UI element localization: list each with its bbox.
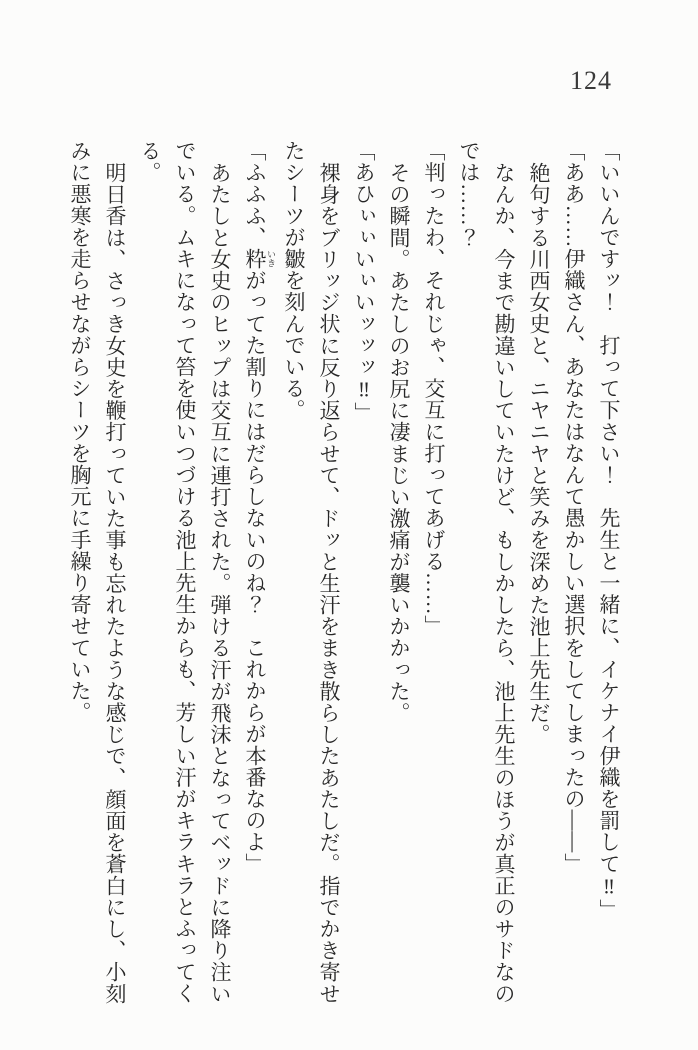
paragraph: 「判ったわ、それじゃ、交互に打ってあげる……」 (422, 140, 446, 637)
text-block (64, 140, 626, 1006)
paragraph: 「あひぃぃいぃいッッッ‼」 (352, 140, 376, 424)
paragraph: 絶句する川西女史と、ニヤニヤと笑みを深めた池上先生だ。 (527, 161, 551, 745)
paragraph: なんか、今まで勘違いしていたけど、もしかしたら、池上先生のほうが真正のサドなのでは……？ (457, 140, 516, 1004)
paragraph: 「ふふふ、粋 いきがってた割りにはだらしないのね？ これからが本番なのよ」 (243, 140, 276, 875)
paragraph: 裸身をブリッジ状に反り返らせて、ドッと生汗をまき散らしたあたしだ。指でかき寄せたシーツが皺を刻んでいる。 (282, 140, 341, 1004)
paragraph: 「いいんですッ！ 打って下さい！ 先生と一緒に、イケナイ伊織を罰して‼」 (597, 140, 621, 921)
paragraph: その瞬間。あたしのお尻に凄まじい激痛が襲いかかった。 (387, 161, 411, 724)
paragraph: あたしと女史のヒップは交互に連打された。弾ける汗が飛沫となってベッドに降り注いでいる。ムキになって笞を使いつづける池上先生からも、芳しい汗がキラキラとふってくる。 (138, 140, 232, 1004)
ruby-annotated-word: 粋 いき (243, 248, 276, 270)
paragraph: 明日香は、さっき女史を鞭打っていた事も忘れたような感じで、顔面を蒼白にし、小刻みに悪寒を走らせながらシーツを胸元に手繰り寄せていた。 (68, 140, 127, 1004)
page-number: 124 (570, 66, 612, 95)
paragraph: 「ああ……伊織さん、あなたはなんて愚かしい選択をしてしまったの――」 (562, 140, 586, 875)
